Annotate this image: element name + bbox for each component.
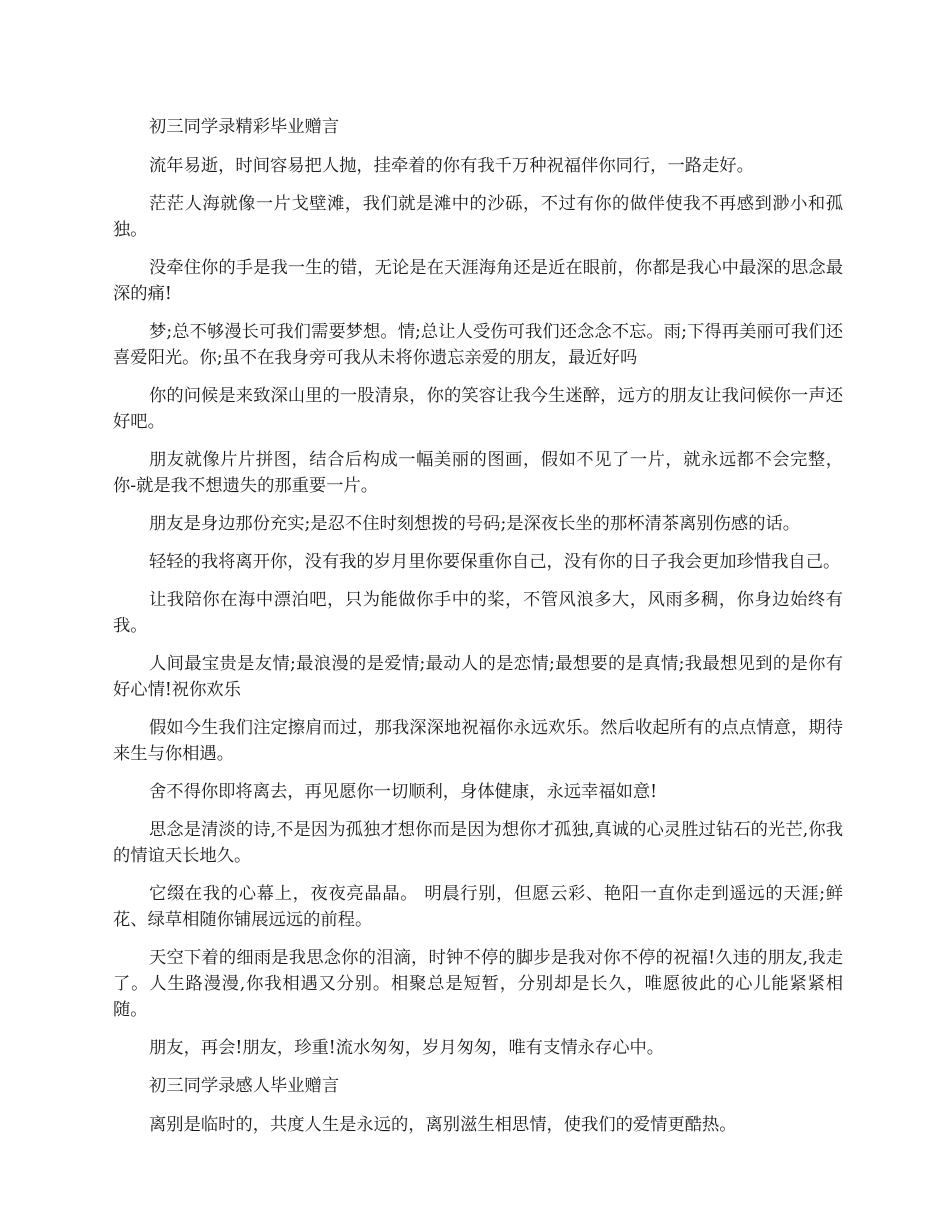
document-body (113, 114, 843, 1150)
paragraph: 你的问候是来致深山里的一股清泉，你的笑容让我今生迷醉，远方的朋友让我问候你一声还好吧。 (113, 386, 843, 432)
paragraph: 茫茫人海就像一片戈壁滩，我们就是滩中的沙砾，不过有你的做伴使我不再感到渺小和孤独。 (113, 194, 843, 240)
paragraph: 人间最宝贵是友情;最浪漫的是爱情;最动人的是恋情;最想要的是真情;我最想见到的是你有好心情!祝你欢乐 (113, 654, 843, 700)
paragraph: 流年易逝，时间容易把人抛，挂牵着的你有我千万种祝福伴你同行，一路走好。 (149, 156, 754, 176)
paragraph: 它缀在我的心幕上，夜夜亮晶晶。 明晨行别，但愿云彩、艳阳一直你走到遥远的天涯;鲜花、绿草相随你铺展远远的前程。 (113, 884, 843, 930)
section-heading-1: 初三同学录精彩毕业赠言 (149, 117, 340, 137)
paragraph: 轻轻的我将离开你，没有我的岁月里你要保重你自己，没有你的日子我会更加珍惜我自己。 (149, 552, 841, 572)
paragraph: 没牵住你的手是我一生的错，无论是在天涯海角还是近在眼前，你都是我心中最深的思念最深的痛! (113, 258, 843, 304)
section-heading-2: 初三同学录感人毕业赠言 (149, 1076, 340, 1096)
paragraph: 朋友，再会!朋友，珍重!流水匆匆，岁月匆匆，唯有支情永存心中。 (149, 1038, 665, 1058)
paragraph: 天空下着的细雨是我思念你的泪滴，时钟不停的脚步是我对你不停的祝福!久违的朋友,我走了。人生路漫漫,你我相遇又分别。相聚总是短暂，分别却是长久，唯愿彼此的心儿能紧紧相随。 (113, 948, 843, 1020)
paragraph: 梦;总不够漫长可我们需要梦想。情;总让人受伤可我们还念念不忘。雨;下得再美丽可我们还喜爱阳光。你;虽不在我身旁可我从未将你遗忘亲爱的朋友，最近好吗 (113, 322, 843, 368)
paragraph: 思念是清淡的诗,不是因为孤独才想你而是因为想你才孤独,真诚的心灵胜过钻石的光芒,你我的情谊天长地久。 (113, 820, 843, 866)
paragraph: 假如今生我们注定擦肩而过，那我深深地祝福你永远欢乐。然后收起所有的点点情意，期待来生与你相遇。 (113, 718, 843, 764)
paragraph: 离别是临时的，共度人生是永远的，离别滋生相思情，使我们的爱情更酷热。 (149, 1115, 737, 1135)
paragraph: 朋友是身边那份充实;是忍不住时刻想拨的号码;是深夜长坐的那杯清茶离别伤感的话。 (149, 514, 801, 534)
paragraph: 朋友就像片片拼图，结合后构成一幅美丽的图画，假如不见了一片，就永远都不会完整，你-就是我不想遗失的那重要一片。 (113, 450, 843, 496)
paragraph: 让我陪你在海中漂泊吧，只为能做你手中的桨，不管风浪多大，风雨多稠，你身边始终有我。 (113, 590, 843, 636)
paragraph: 舍不得你即将离去，再见愿你一切顺利，身体健康，永远幸福如意! (149, 782, 658, 802)
